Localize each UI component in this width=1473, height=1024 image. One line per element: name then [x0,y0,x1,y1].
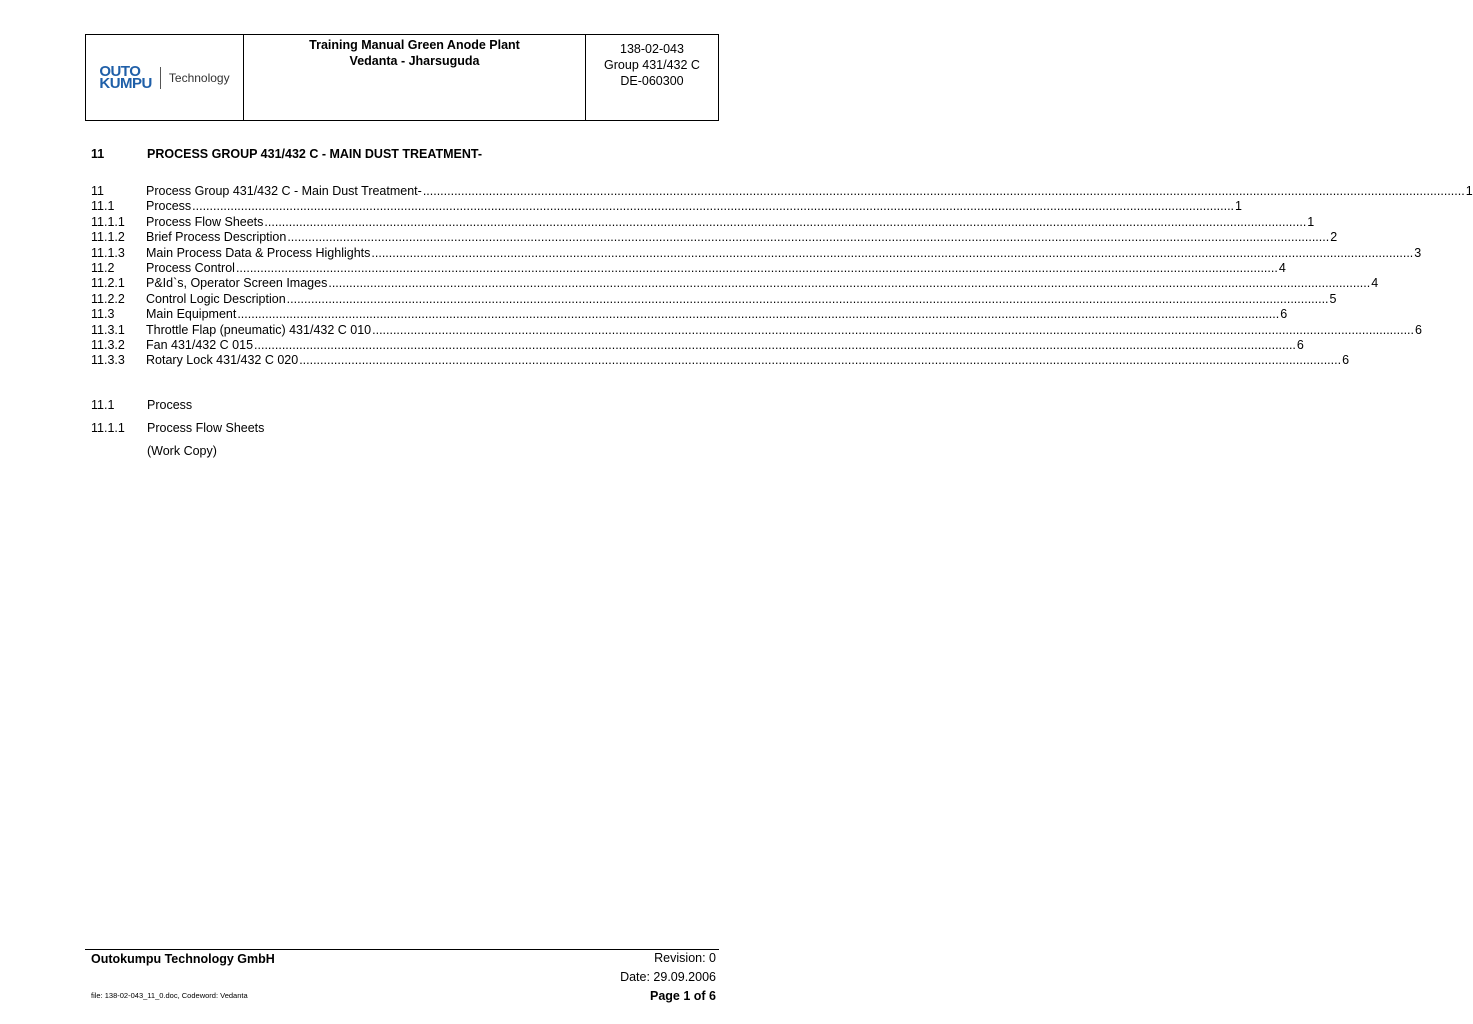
toc-entry[interactable] [91,307,1288,322]
toc-entry-title: P&Id`s, Operator Screen Images [146,276,328,291]
toc-entry-title: Process Control [146,260,235,275]
toc-entry-page: 6 [1280,307,1288,322]
toc-entry-title: Fan 431/432 C 015 [146,337,254,352]
section-heading-process [91,398,192,412]
toc-dot-leader: ............................................................................................................................................................................................................................................................................................................ [192,199,1235,214]
toc-entry[interactable] [91,245,1422,261]
toc-dot-leader: ............................................................................................................................................................................................................................................................................................................ [328,276,1371,291]
doc-number: 138-02-043 [620,42,684,56]
table-of-contents [91,184,1473,369]
toc-entry[interactable] [91,214,1315,230]
toc-entry-page: 5 [1329,291,1337,306]
logo-mark [99,62,152,92]
logo-suffix: Technology [168,70,230,85]
toc-dot-leader: ............................................................................................................................................................................................................................................................................................................ [372,322,1414,337]
toc-entry-number: 11.3.3 [91,353,125,368]
toc-entry-page: 6 [1342,353,1350,368]
toc-dot-leader: ............................................................................................................................................................................................................................................................................................................ [371,245,1414,260]
toc-entry[interactable] [91,322,1422,338]
toc-entry-number: 11.3 [91,307,115,322]
toc-dot-leader: ............................................................................................................................................................................................................................................................................................................ [422,184,1465,198]
toc-entry-page: 6 [1415,322,1422,337]
group-code: Group 431/432 C [604,58,700,72]
chapter-number: 11 [91,147,105,161]
section-number: 11.1 [91,398,115,412]
footer-file-info: file: 138-02-043_11_0.doc, Codeword: Vedanta [91,991,248,1000]
toc-entry-title: Brief Process Description [146,230,287,245]
header-title [244,35,586,120]
toc-entry-number: 11.1.2 [91,230,125,245]
logo-line-2: KUMPU [99,74,152,92]
chapter-title [91,147,482,161]
footer-divider [85,949,719,950]
toc-entry[interactable] [91,230,1338,245]
toc-entry-title: Main Equipment [146,307,237,322]
toc-entry-number: 11.2.2 [91,291,125,306]
toc-entry-page: 6 [1296,337,1304,352]
toc-entry-title: Rotary Lock 431/432 C 020 [146,353,299,368]
footer-revision: Revision: 0 [654,951,716,965]
toc-entry[interactable] [91,291,1337,307]
chapter-title-text: PROCESS GROUP 431/432 C - MAIN DUST TREATMENT- [147,147,483,161]
company-logo [86,35,244,120]
toc-dot-leader: ............................................................................................................................................................................................................................................................................................................ [237,307,1280,322]
toc-entry[interactable] [91,260,1286,276]
toc-entry-number: 11.1.1 [91,214,125,229]
toc-dot-leader: ............................................................................................................................................................................................................................................................................................................ [264,214,1307,229]
section-title: Process [147,398,193,412]
toc-entry-page: 2 [1330,230,1338,245]
toc-entry-page: 4 [1278,260,1286,275]
toc-entry-page: 1 [1307,214,1315,229]
toc-entry-title: Main Process Data & Process Highlights [146,245,371,260]
toc-entry[interactable] [91,184,1473,199]
toc-entry-number: 11.3.2 [91,337,125,352]
work-copy-note: (Work Copy) [147,444,217,458]
toc-entry-page: 4 [1371,276,1379,291]
section-title: Process Flow Sheets [147,421,265,435]
section-heading-flow-sheets [91,421,264,435]
toc-entry-page: 3 [1414,245,1422,260]
toc-entry[interactable] [91,353,1350,368]
toc-entry-number: 11.1 [91,199,115,214]
header-title-line-1: Training Manual Green Anode Plant [309,38,520,52]
document-header [85,34,719,121]
de-code: DE-060300 [620,74,684,88]
toc-entry-number: 11.3.1 [91,322,125,337]
toc-entry-number: 11.1.3 [91,245,125,260]
header-reference [586,35,718,120]
toc-entry-title: Control Logic Description [146,291,286,306]
toc-dot-leader: ............................................................................................................................................................................................................................................................................................................ [254,337,1296,352]
toc-entry-page: 1 [1465,184,1473,198]
toc-entry[interactable] [91,276,1379,291]
logo-line-1: OUTO [99,62,141,80]
toc-dot-leader: ............................................................................................................................................................................................................................................................................................................ [286,291,1329,306]
footer-company: Outokumpu Technology GmbH [91,952,275,966]
toc-entry-page: 1 [1235,199,1242,214]
toc-entry-title: Process [146,199,192,214]
toc-entry-title: Throttle Flap (pneumatic) 431/432 C 010 [146,322,372,337]
toc-entry[interactable] [91,337,1304,353]
toc-entry-title: Process Group 431/432 C - Main Dust Treatment- [146,184,422,198]
logo-separator [160,67,161,89]
toc-entry-number: 11 [91,184,104,198]
toc-entry-title: Process Flow Sheets [146,214,264,229]
header-title-line-2: Vedanta - Jharsuguda [349,54,480,68]
footer-date: Date: 29.09.2006 [620,970,716,984]
toc-dot-leader: ............................................................................................................................................................................................................................................................................................................ [299,353,1342,368]
toc-entry-number: 11.2 [91,260,115,275]
toc-entry-number: 11.2.1 [91,276,125,291]
toc-entry[interactable] [91,199,1242,214]
footer-page-number: Page 1 of 6 [650,989,716,1003]
section-number: 11.1.1 [91,421,125,435]
toc-dot-leader: ............................................................................................................................................................................................................................................................................................................ [235,260,1278,275]
toc-dot-leader: ............................................................................................................................................................................................................................................................................................................ [287,230,1330,245]
